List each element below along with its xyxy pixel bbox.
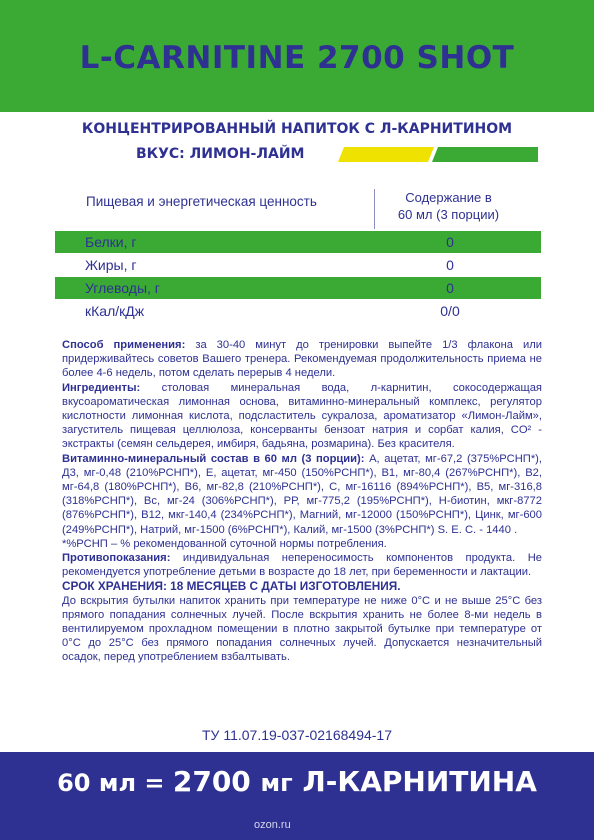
tu-code: ТУ 11.07.19-037-02168494-17 xyxy=(202,727,392,743)
usage-text: за 30-40 минут до тренировки выпейте 1/3 флакона или придерживайтесь советов Вашего тренера. Рекомендуемая продолжительность приема не более 4-6 недель, потом сделать перерыв 4 недели. xyxy=(62,339,543,380)
nutrition-row-label: кКал/кДж xyxy=(85,303,145,319)
nutrition-row-carbs xyxy=(55,277,541,299)
content-header-line2: 60 мл (3 порции) xyxy=(397,207,500,222)
content-header xyxy=(374,189,522,229)
product-subtitle: КОНЦЕНТРИРОВАННЫЙ НАПИТОК С Л-КАРНИТИНОМ xyxy=(81,121,513,137)
nutrition-row-label: Углеводы, г xyxy=(85,280,160,296)
nutrition-header: Пищевая и энергетическая ценность xyxy=(86,194,317,209)
bottom-unit: мг xyxy=(260,769,293,797)
bottom-substance: Л-КАРНИТИНА xyxy=(292,765,537,798)
ingredients-text: столовая минеральная вода, л-карнитин, сокосодержащая вкусоароматическая лимонная основа, витаминно-минеральный комплекс, регулятор кислотности лимонная кислота, подсластитель сукралоза, ароматизатор «Лимон-Лайм», загуститель пищевая целлюлоза, консерванты бензоат натрия и сорбат калия, CO² - экстракты (семян сельдерея, имбиря, бадьяна, розмарина). Без красителя. xyxy=(62,381,542,451)
bottom-amount: 2700 xyxy=(172,765,261,798)
contraindications-paragraph xyxy=(62,551,542,579)
storage-heading: СРОК ХРАНЕНИЯ: 18 МЕСЯЦЕВ С ДАТЫ ИЗГОТОВЛЕНИЯ. xyxy=(62,579,401,594)
product-description xyxy=(62,338,542,665)
nutrition-row-label: Белки, г xyxy=(85,234,137,250)
nutrition-row-value: 0/0 xyxy=(440,303,460,319)
product-title: L-CARNITINE 2700 SHOT xyxy=(79,40,515,76)
nutrition-row-energy xyxy=(55,300,541,322)
usage-label: Способ применения: xyxy=(62,339,186,351)
vitamin-text: А, ацетат, мг-67,2 (375%РСНП*), Д3, мг-0,48 (210%РСНП*), Е, ацетат, мг-450 (150%РСНП*), В1, мг-80,4 (267%РСНП*), В2, мг-64,8 (180%РСНП*), В6, мг-82,8 (210%РСНП*), С, мг-16116 (894%РСНП*), В5, мг-316,8 (318%РСНП*), Вс, мг-24 (306%РСНП*), РР, мг-775,2 (195%РСНП*), Н-биотин, мкг-8772 (876%РСНП*), В12, мкг-140,4 (234%РСНП*), Магний, мг-12000 (150%РСНП*), Цинк, мг-600 (249%РСНП*), Натрий, мг-1500 (6%РСНП*), Калий, мг-1500 (3%РСНП*) S. E. C. - 1440 . xyxy=(62,452,543,536)
ingredients-paragraph xyxy=(62,381,542,452)
nutrition-row-label: Жиры, г xyxy=(85,257,137,273)
contraindications-label: Противопоказания: xyxy=(62,552,171,565)
content-header-line1: Содержание в xyxy=(405,190,492,205)
bottom-slogan xyxy=(0,765,594,798)
flavor-label: ВКУС: ЛИМОН-ЛАЙМ xyxy=(136,146,305,162)
usage-paragraph xyxy=(62,338,542,381)
bottom-volume: 60 мл = xyxy=(57,769,173,797)
stripe-green xyxy=(432,147,538,162)
stripe-yellow xyxy=(338,147,434,162)
nutrition-row-value: 0 xyxy=(446,280,454,296)
nutrition-row-value: 0 xyxy=(446,234,454,250)
vitamin-label: Витаминно-минеральный состав в 60 мл (3 порции): xyxy=(62,452,365,465)
nutrition-row-protein xyxy=(55,231,541,253)
vitamin-paragraph xyxy=(62,452,542,537)
contraindications-text: индивидуальная непереносимость компонентов продукта. Не рекомендуется употребление детьми в возрасте до 18 лет, при беременности и лактации. xyxy=(62,552,542,579)
nutrition-row-fat xyxy=(55,254,541,276)
flavor-stripe xyxy=(338,147,538,162)
watermark: ozon.ru xyxy=(254,819,291,831)
rsnp-note: *%РСНП – % рекомендованной суточной нормы потребления. xyxy=(62,537,387,550)
nutrition-row-value: 0 xyxy=(446,257,454,273)
storage-text: До вскрытия бутылки напиток хранить при температуре не ниже 0°С и не выше 25°С без прямого попадания солнечных лучей. После вскрытия хранить не более 8-ми недель в вентилируемом прохладном помещении в плотно закрытой бутылке при температуре от 0°С до 25°С без прямого попадания солнечных лучей. Допускается незначительный осадок, перед употреблением взбалтывать. xyxy=(62,594,542,664)
ingredients-label: Ингредиенты: xyxy=(62,381,141,394)
